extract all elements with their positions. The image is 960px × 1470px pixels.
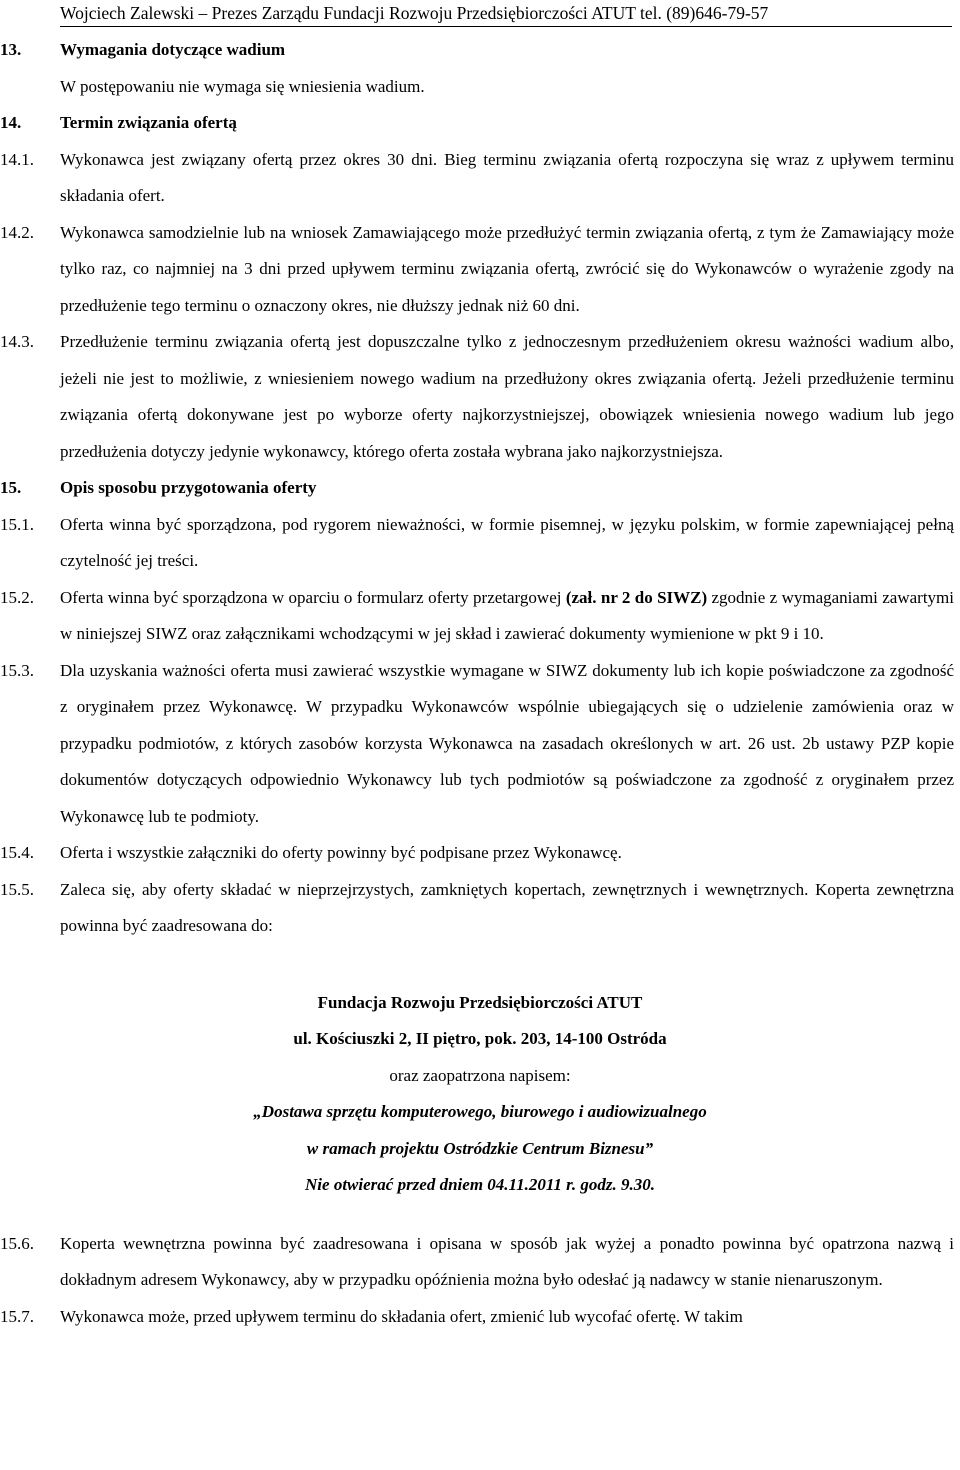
paragraph-number: 15.2. (0, 587, 34, 607)
section-title: Wymagania dotyczące wadium (60, 40, 286, 59)
address-caption: oraz zaopatrzona napisem: (389, 1065, 571, 1085)
attachment-reference: (zał. nr 2 do SIWZ) (565, 587, 708, 607)
section-number: 15. (0, 478, 22, 497)
header-text: Wojciech Zalewski – Prezes Zarządu Fundacji Rozwoju Przedsiębiorczości ATUT tel. (89)646-79-57 (60, 3, 769, 23)
paragraph-text: Zaleca się, aby oferty składać w nieprzejrzystych, zamkniętych kopertach, zewnętrznych i wewnętrznych. Koperta zewnętrzna powinna być zaadresowana do: (60, 879, 954, 935)
address-name: Fundacja Rozwoju Przedsiębiorczości ATUT (317, 992, 643, 1012)
paragraph-text: Wykonawca samodzielnie lub na wniosek Zamawiającego może przedłużyć termin związania ofertą, z tym że Zamawiający może tylko raz, co najmniej na 3 dni przed upływem terminu związania ofertą, zwrócić się do Wykonawców o wyrażenie zgody na przedłużenie tego terminu o oznaczony okres, nie dłuższy jednak niż 60 dni. (60, 222, 954, 315)
spacer (0, 945, 960, 985)
address-street: ul. Kościuszki 2, II piętro, pok. 203, 14-100 Ostróda (293, 1029, 667, 1048)
section-number: 14. (0, 113, 22, 132)
paragraph-number: 14.1. (0, 149, 34, 169)
envelope-label-line-1: „Dostawa sprzętu komputerowego, biurowego i audiowizualnego (253, 1102, 707, 1121)
paragraph-text: Dla uzyskania ważności oferta musi zawierać wszystkie wymagane w SIWZ dokumenty lub ich kopie poświadczone za zgodność z oryginałem przez Wykonawcę. W przypadku Wykonawców wspólnie ubiegających się o udzielenie zamówienia oraz w przypadku podmiotów, z których zasobów korzysta Wykonawca na zasadach określonych w art. 26 ust. 2b ustawy PZP kopie dokumentów dotyczących odpowiednio Wykonawcy lub tych podmiotów są poświadczone za zgodność z oryginałem przez Wykonawcę lub te podmioty. (60, 660, 954, 826)
paragraph-number: 15.3. (0, 660, 34, 680)
paragraph-number: 15.5. (0, 879, 34, 899)
paragraph-15-7 (0, 1299, 960, 1336)
envelope-label-line-3: Nie otwierać przed dniem 04.11.2011 r. godz. 9.30. (305, 1175, 655, 1194)
paragraph-number: 15.4. (0, 843, 34, 862)
page-header (60, 0, 952, 27)
paragraph-text: Koperta wewnętrzna powinna być zaadresowana i opisana w sposób jak wyżej a ponadto powinna być opatrzona nazwą i dokładnym adresem Wykonawcy, aby w przypadku opóźnienia można było odesłać ją nadawcy w stanie nienaruszonym. (60, 1233, 954, 1289)
paragraph-14-1 (0, 142, 960, 215)
section-number: 13. (0, 40, 22, 59)
paragraph-15-2 (0, 580, 960, 653)
paragraph-text-part: Oferta winna być sporządzona w oparciu o formularz oferty przetargowej (60, 587, 566, 607)
envelope-label-line-2: w ramach projektu Ostródzkie Centrum Biznesu” (306, 1138, 654, 1158)
paragraph-text: Oferta i wszystkie załączniki do oferty powinny być podpisane przez Wykonawcę. (60, 843, 622, 862)
paragraph-14-3 (0, 324, 960, 470)
spacer (0, 1204, 960, 1226)
paragraph-text: Wykonawca może, przed upływem terminu do składania ofert, zmienić lub wycofać ofertę. W takim (60, 1306, 743, 1326)
paragraph-text: W postępowaniu nie wymaga się wniesienia wadium. (60, 76, 425, 96)
paragraph-number: 14.3. (0, 332, 34, 351)
paragraph-15-3 (0, 653, 960, 836)
section-13-text (0, 69, 960, 106)
paragraph-15-1 (0, 507, 960, 580)
paragraph-number: 15.6. (0, 1233, 34, 1253)
paragraph-number: 14.2. (0, 222, 34, 242)
paragraph-number: 15.7. (0, 1306, 34, 1326)
paragraph-15-5 (0, 872, 960, 945)
document-body (0, 32, 960, 1335)
paragraph-text: Przedłużenie terminu związania ofertą jest dopuszczalne tylko z jednoczesnym przedłużeniem okresu ważności wadium albo, jeżeli nie jest to możliwie, z wniesieniem nowego wadium na przedłużony okres związania ofertą. Jeżeli przedłużenie terminu związania ofertą dokonywane jest po wyborze oferty najkorzystniejszej, obowiązek wniesienia nowego wadium lub jego przedłużenia dotyczy jedynie wykonawcy, którego oferta została wybrana jako najkorzystniejsza. (60, 332, 954, 461)
paragraph-14-2 (0, 215, 960, 325)
section-13-heading (0, 32, 960, 69)
paragraph-15-4 (0, 835, 960, 872)
paragraph-text: Wykonawca jest związany ofertą przez okres 30 dni. Bieg terminu związania ofertą rozpoczyna się wraz z upływem terminu składania ofert. (60, 149, 954, 205)
paragraph-15-6 (0, 1226, 960, 1299)
paragraph-text: Oferta winna być sporządzona, pod rygorem nieważności, w formie pisemnej, w języku polskim, w formie zapewniającej pełną czytelność jej treści. (60, 514, 954, 570)
section-14-heading (0, 105, 960, 142)
section-title: Opis sposobu przygotowania oferty (60, 478, 317, 497)
section-15-heading (0, 470, 960, 507)
paragraph-number: 15.1. (0, 514, 34, 534)
section-title: Termin związania ofertą (60, 113, 237, 132)
paragraph-text-part: zgodnie z wymaganiami zawartymi w niniejszej SIWZ oraz załącznikami wchodzącymi w jej skład i zawierać dokumenty wymienione w pkt 9 i 10. (60, 587, 954, 643)
